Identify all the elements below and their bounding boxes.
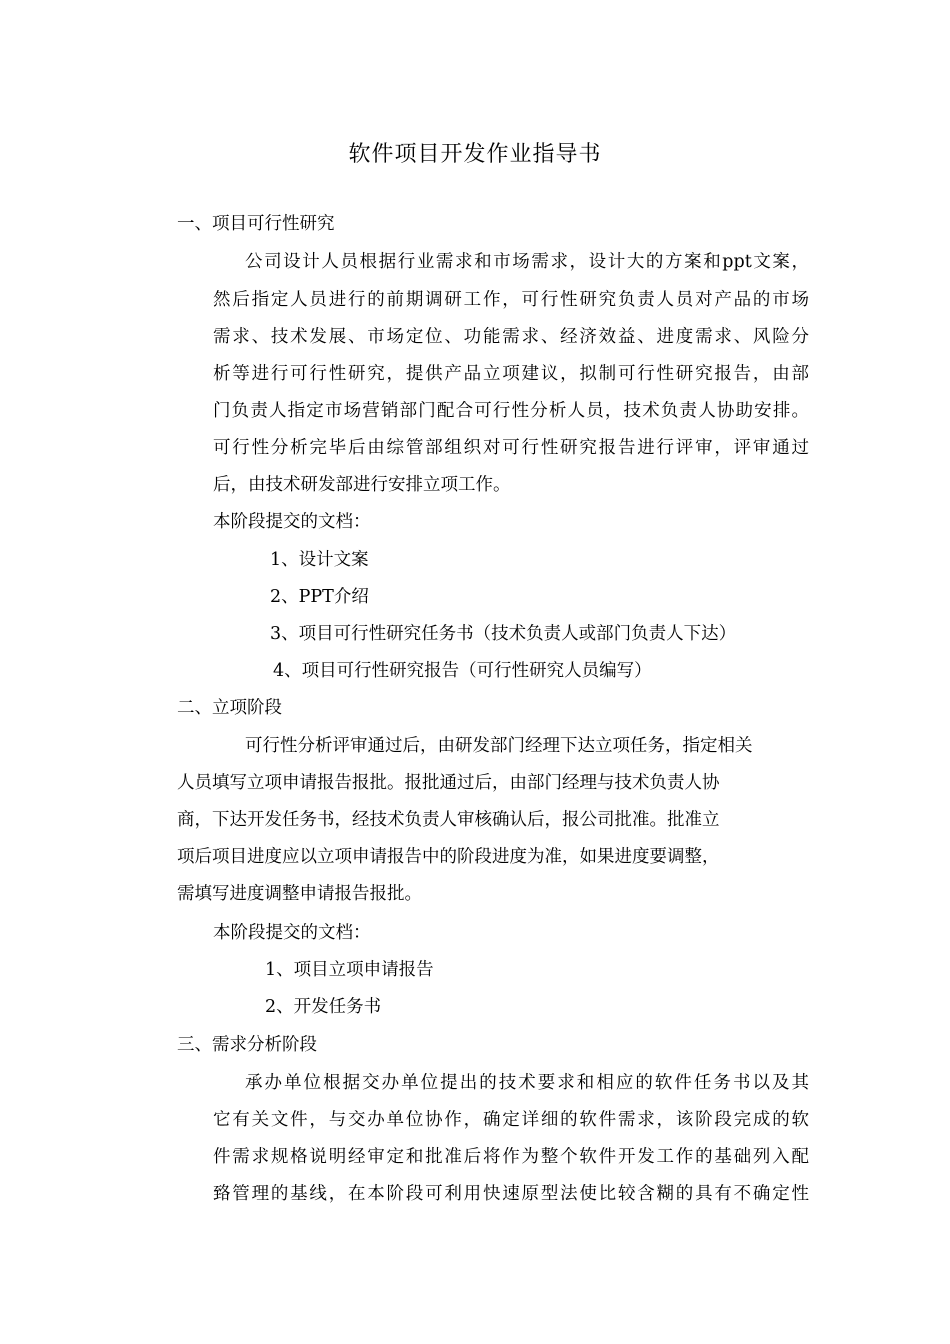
paragraph-line: 件需求规格说明经审定和批准后将作为整个软件开发工作的基础列入配 xyxy=(213,1147,809,1167)
doc-list-item: 4、项目可行性研究报告（可行性研究人员编写） xyxy=(273,661,652,681)
paragraph-line: 门负责人指定市场营销部门配合可行性分析人员，技术负责人协助安排。 xyxy=(213,401,809,421)
paragraph-line: 需填写进度调整申请报告报批。 xyxy=(177,884,422,904)
paragraph-line: 它有关文件，与交办单位协作，确定详细的软件需求，该阶段完成的软 xyxy=(213,1110,809,1130)
paragraph-line: 可行性分析完毕后由综管部组织对可行性研究报告进行评审，评审通过 xyxy=(213,438,809,458)
paragraph-line: 商，下达开发任务书，经技术负责人审核确认后，报公司批准。批准立 xyxy=(177,810,720,830)
paragraph-line: 需求、技术发展、市场定位、功能需求、经济效益、进度需求、风险分 xyxy=(213,327,809,347)
docs-label: 本阶段提交的文档： xyxy=(213,923,371,943)
section-heading-feasibility: 一、项目可行性研究 xyxy=(177,214,335,234)
paragraph-line: 公司设计人员根据行业需求和市场需求，设计大的方案和ppt文案， xyxy=(245,252,809,272)
section-heading-requirements: 三、需求分析阶段 xyxy=(177,1035,317,1055)
doc-list-item: 3、项目可行性研究任务书（技术负责人或部门负责人下达） xyxy=(270,624,737,644)
paragraph-line: 析等进行可行性研究，提供产品立项建议，拟制可行性研究报告，由部 xyxy=(213,364,809,384)
docs-label: 本阶段提交的文档： xyxy=(213,512,371,532)
paragraph-line: 然后指定人员进行的前期调研工作，可行性研究负责人员对产品的市场 xyxy=(213,290,809,310)
section-heading-initiation: 二、立项阶段 xyxy=(177,698,282,718)
doc-list-item: 2、开发任务书 xyxy=(265,997,382,1017)
document-title: 软件项目开发作业指导书 xyxy=(348,142,602,167)
paragraph-line: 项后项目进度应以立项申请报告中的阶段进度为准，如果进度要调整， xyxy=(177,847,720,867)
paragraph-line: 后，由技术研发部进行安排立项工作。 xyxy=(213,475,511,495)
doc-list-item: 1、设计文案 xyxy=(270,550,369,570)
doc-list-item: 2、PPT介绍 xyxy=(270,587,369,607)
paragraph-line: 臵管理的基线，在本阶段可利用快速原型法使比较含糊的具有不确定性 xyxy=(213,1184,809,1204)
paragraph-line: 可行性分析评审通过后，由研发部门经理下达立项任务，指定相关 xyxy=(245,736,753,756)
paragraph-line: 人员填写立项申请报告报批。报批通过后，由部门经理与技术负责人协 xyxy=(177,773,720,793)
paragraph-line: 承办单位根据交办单位提出的技术要求和相应的软件任务书以及其 xyxy=(245,1073,809,1093)
doc-list-item: 1、项目立项申请报告 xyxy=(265,960,434,980)
